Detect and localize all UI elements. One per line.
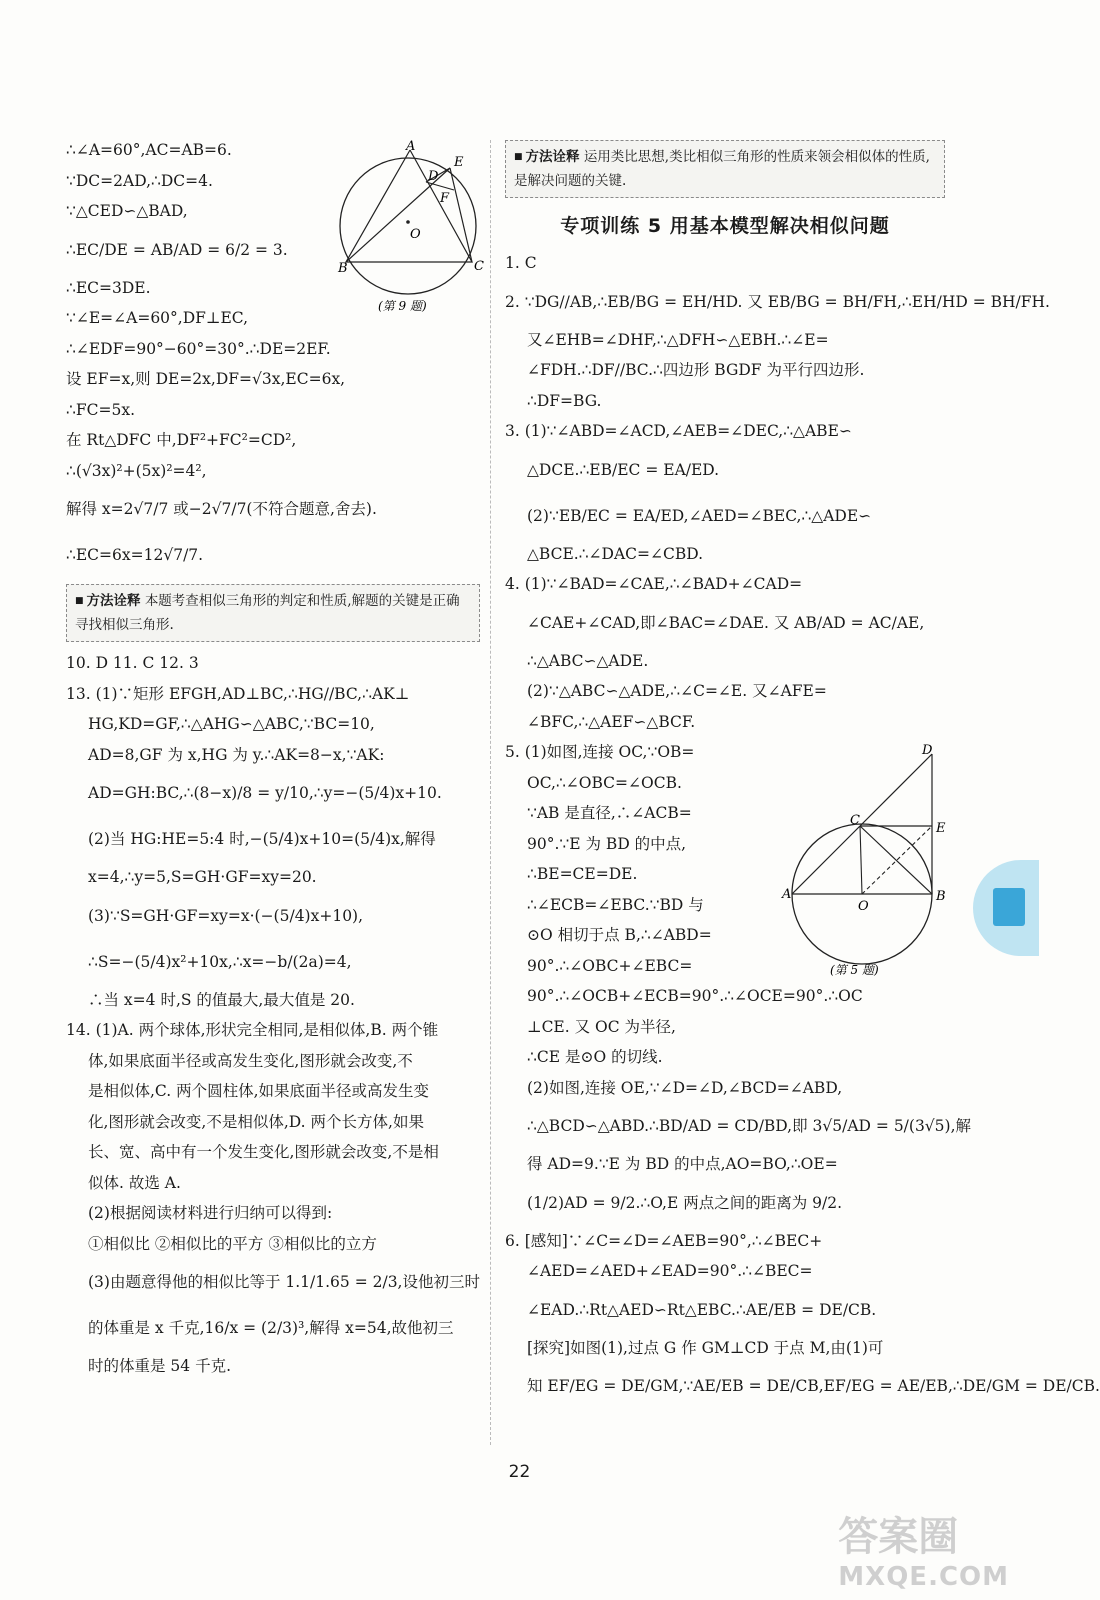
text-line: (2)∵△ABC∽△ADE,∴∠C=∠E. 又∠AFE= [527, 682, 827, 700]
figure-question-5 [780, 742, 950, 982]
method-note [66, 584, 480, 642]
method-note [505, 140, 945, 198]
text-line: (2)∵EB/EC = EA/ED,∠AED=∠BEC,∴△ADE∽ [527, 506, 872, 525]
text-line: HG,KD=GF,∴△AHG∽△ABC,∵BC=10, [88, 715, 375, 733]
text-line: [探究]如图(1),过点 G 作 GM⊥CD 于点 M,由(1)可 [527, 1338, 884, 1357]
text-line: 13. (1)∵矩形 EFGH,AD⊥BC,∴HG//BC,∴AK⊥ [66, 684, 410, 703]
section-title: 专项训练 5 用基本模型解决相似问题 [560, 215, 890, 237]
text-line: 2. ∵DG//AB,∴EB/BG = EH/HD. 又 EB/BG = BH/FH,∴EH/HD = BH/FH. [505, 292, 1050, 311]
method-note-text: 本题考查相似三角形的判定和性质,解题的关键是正确寻找相似三角形. [75, 593, 460, 633]
text-line: ∵△CED∽△BAD, [66, 202, 188, 220]
text-line: 长、宽、高中有一个发生变化,图形就会改变,不是相 [88, 1143, 439, 1161]
text-line: △DCE.∴EB/EC = EA/ED. [527, 460, 720, 479]
text-line: ∴EC=6x=12√7/7. [66, 546, 204, 564]
text-line: 似体. 故选 A. [88, 1173, 181, 1192]
watermark-text: 答案圈 [838, 1514, 959, 1560]
svg-text:E: E [936, 821, 946, 836]
figure-5-diagram [780, 742, 950, 982]
text-line: AD=GH:BC,∴(8−x)/8 = y/10,∴y=−(5/4)x+10. [88, 784, 442, 802]
svg-text:B: B [338, 261, 348, 276]
text-line: 化,图形就会改变,不是相似体,D. 两个长方体,如果 [88, 1112, 424, 1131]
text-line: 3. (1)∵∠ABD=∠ACD,∠AEB=∠DEC,∴△ABE∽ [505, 422, 852, 440]
figure-9-diagram [330, 138, 490, 318]
svg-text:O: O [410, 227, 421, 242]
text-line: 14. (1)A. 两个球体,形状完全相同,是相似体,B. 两个锥 [66, 1021, 439, 1039]
svg-text:B: B [936, 889, 946, 904]
svg-text:A: A [782, 887, 792, 902]
text-line: ∴FC=5x. [66, 400, 135, 419]
text-line: ∵∠E=∠A=60°,DF⊥EC, [66, 309, 249, 327]
text-line: 时的体重是 54 千克. [88, 1357, 232, 1375]
text-line: 10. D 11. C 12. 3 [66, 654, 199, 672]
svg-text:A: A [406, 139, 416, 154]
text-line: ∠CAE+∠CAD,即∠BAC=∠DAE. 又 AB/AD = AC/AE, [527, 613, 925, 632]
text-line: ∵AB 是直径,∴∠ACB= [527, 804, 692, 822]
text-line: ∴S=−(5/4)x²+10x,∴x=−b/(2a)=4, [88, 952, 352, 971]
text-line: ⊥CE. 又 OC 为半径, [527, 1017, 676, 1036]
text-line: ∴BE=CE=DE. [527, 865, 638, 883]
text-line: ∴DF=BG. [527, 391, 602, 410]
text-line: 90°.∴∠OBC+∠EBC= [527, 956, 693, 975]
text-line: (3)由题意得他的相似比等于 1.1/1.65 = 2/3,设他初三时 [88, 1273, 480, 1291]
text-line: ∠EAD.∴Rt△AED∽Rt△EBC.∴AE/EB = DE/CB. [527, 1300, 877, 1319]
figure-question-9 [330, 138, 490, 318]
text-line: ⊙O 相切于点 B,∴∠ABD= [527, 926, 712, 944]
text-line: 的体重是 x 千克,16/x = (2/3)³,解得 x=54,故他初三 [88, 1319, 454, 1337]
watermark-url: MXQE.COM [838, 1562, 1009, 1592]
text-line: 90°.∵E 为 BD 的中点, [527, 834, 687, 853]
text-line: x=4,∴y=5,S=GH·GF=xy=20. [88, 868, 317, 886]
method-note-tag: ■ 方法诠释 [514, 149, 580, 165]
text-line: 设 EF=x,则 DE=2x,DF=√3x,EC=6x, [66, 370, 346, 388]
side-tab[interactable] [973, 860, 1039, 956]
text-line: ∴∠ECB=∠EBC.∵BD 与 [527, 895, 704, 914]
svg-text:C: C [474, 259, 484, 274]
text-line: ∴EC/DE = AB/AD = 6/2 = 3. [66, 240, 288, 259]
text-line: 知 EF/EG = DE/GM,∵AE/EB = DE/CB,EF/EG = AE/EB,∴DE/GM = DE/CB. [527, 1377, 1100, 1395]
method-note-tag: ■ 方法诠释 [75, 593, 141, 609]
figure-5-caption: (第 5 题) [830, 963, 879, 977]
cube-icon [993, 888, 1025, 926]
text-line: 解得 x=2√7/7 或−2√7/7(不符合题意,舍去). [66, 500, 377, 518]
text-line: (2)当 HG:HE=5:4 时,−(5/4)x+10=(5/4)x,解得 [88, 830, 436, 848]
text-line: ∠AED=∠AED+∠EAD=90°.∴∠BEC= [527, 1262, 813, 1280]
text-line: ∴(√3x)²+(5x)²=4², [66, 461, 207, 480]
text-line: 1. C [505, 254, 537, 272]
figure-9-caption: (第 9 题) [378, 299, 427, 313]
text-line: (1/2)AD = 9/2.∴O,E 两点之间的距离为 9/2. [527, 1193, 843, 1212]
text-line: ∴当 x=4 时,S 的值最大,最大值是 20. [88, 990, 355, 1009]
text-line: AD=8,GF 为 x,HG 为 y.∴AK=8−x,∵AK: [88, 745, 385, 764]
svg-text:C: C [850, 813, 860, 828]
text-line: ∴∠A=60°,AC=AB=6. [66, 141, 232, 159]
text-line: (2)如图,连接 OE,∵∠D=∠D,∠BCD=∠ABD, [527, 1078, 843, 1097]
text-line: OC,∴∠OBC=∠OCB. [527, 773, 682, 792]
text-line: 6. [感知]∵∠C=∠D=∠AEB=90°,∴∠BEC+ [505, 1231, 823, 1250]
svg-text:D: D [428, 169, 439, 184]
method-note-text: 运用类比思想,类比相似三角形的性质来领会相似体的性质,是解决问题的关键. [514, 149, 930, 189]
text-line: 是相似体,C. 两个圆柱体,如果底面半径或高发生变 [88, 1082, 430, 1100]
text-line: ①相似比 ②相似比的平方 ③相似比的立方 [88, 1234, 377, 1253]
column-divider [490, 140, 491, 1445]
text-line: 又∠EHB=∠DHF,∴△DFH∽△EBH.∴∠E= [527, 330, 829, 349]
left-column [66, 135, 480, 1382]
text-line: 4. (1)∵∠BAD=∠CAE,∴∠BAD+∠CAD= [505, 575, 803, 593]
text-line: 体,如果底面半径或高发生变化,图形就会改变,不 [88, 1051, 413, 1070]
text-line: (3)∵S=GH·GF=xy=x·(−(5/4)x+10), [88, 906, 364, 925]
text-line: ∴△ABC∽△ADE. [527, 651, 649, 670]
text-line: 90°.∴∠OCB+∠ECB=90°.∴∠OCE=90°.∴OC [527, 987, 863, 1005]
svg-text:D: D [922, 743, 933, 758]
svg-text:O: O [858, 899, 869, 914]
text-line: ∴∠EDF=90°−60°=30°.∴DE=2EF. [66, 339, 331, 358]
text-line: ∠BFC,∴△AEF∽△BCF. [527, 712, 696, 731]
text-line: (2)根据阅读材料进行归纳可以得到: [88, 1204, 333, 1222]
text-line: △BCE.∴∠DAC=∠CBD. [527, 544, 704, 563]
svg-text:E: E [454, 155, 464, 170]
page-number: 22 [508, 1462, 531, 1482]
text-line: ∠FDH.∴DF//BC.∴四边形 BGDF 为平行四边形. [527, 361, 865, 379]
text-line: ∴EC=3DE. [66, 278, 151, 297]
text-line: 得 AD=9.∵E 为 BD 的中点,AO=BO,∴OE= [527, 1155, 838, 1173]
text-line: 在 Rt△DFC 中,DF²+FC²=CD², [66, 431, 297, 449]
text-line: ∴△BCD∽△ABD.∴BD/AD = CD/BD,即 3√5/AD = 5/(3√5),解 [527, 1117, 972, 1135]
text-line: ∵DC=2AD,∴DC=4. [66, 171, 213, 190]
svg-text:F: F [440, 191, 450, 206]
watermark-logo [838, 1505, 1009, 1592]
text-line: ∴CE 是⊙O 的切线. [527, 1048, 663, 1066]
text-line: 5. (1)如图,连接 OC,∵OB= [505, 743, 695, 761]
